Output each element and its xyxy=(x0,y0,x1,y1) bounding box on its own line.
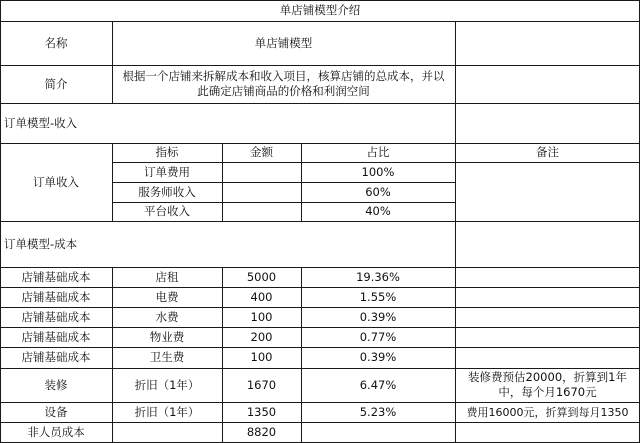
revenue-row-amount[interactable] xyxy=(222,182,301,202)
grid-line xyxy=(0,422,640,423)
revenue-section-title[interactable]: 订单模型-收入 xyxy=(4,115,78,130)
grid-line xyxy=(0,0,640,1)
grid-line xyxy=(112,267,113,443)
grid-line xyxy=(112,143,113,221)
grid-line xyxy=(0,347,640,348)
cost-row-ratio[interactable] xyxy=(301,422,455,443)
cost-row-note[interactable] xyxy=(455,422,640,443)
cost-section-title[interactable]: 订单模型-成本 xyxy=(4,236,78,251)
header-note[interactable]: 备注 xyxy=(536,145,559,159)
grid-line xyxy=(0,327,640,328)
cost-row-ratio[interactable]: 0.77% xyxy=(359,329,397,344)
name-value[interactable]: 单店铺模型 xyxy=(254,35,313,50)
grid-line xyxy=(0,143,640,144)
header-ratio[interactable]: 占比 xyxy=(366,145,390,159)
revenue-row-amount[interactable] xyxy=(222,162,301,182)
grid-line xyxy=(112,162,640,163)
cost-row-category[interactable]: 非人员成本 xyxy=(27,425,85,439)
revenue-row-indicator[interactable]: 订单费用 xyxy=(144,164,190,179)
revenue-row-ratio[interactable]: 100% xyxy=(361,164,395,179)
grid-line xyxy=(112,182,455,183)
header-amount[interactable]: 金额 xyxy=(250,145,273,159)
revenue-section-extra[interactable] xyxy=(455,103,640,143)
cost-row-item[interactable]: 折旧（1年） xyxy=(134,377,200,392)
cost-row-note[interactable] xyxy=(455,267,640,287)
cost-row-amount[interactable]: 400 xyxy=(250,289,273,304)
cost-row-note[interactable] xyxy=(455,287,640,307)
grid-line xyxy=(0,307,640,308)
grid-line xyxy=(0,402,640,403)
grid-line xyxy=(301,143,302,221)
cost-row-note[interactable] xyxy=(455,307,640,327)
cost-row-item[interactable]: 物业费 xyxy=(149,329,185,344)
cost-row-amount[interactable]: 100 xyxy=(250,309,273,324)
cost-row-item[interactable]: 店租 xyxy=(155,269,179,284)
cost-row-category[interactable]: 店铺基础成本 xyxy=(21,309,91,324)
grid-line xyxy=(0,103,640,104)
name-label[interactable]: 名称 xyxy=(44,35,68,50)
cost-row-note[interactable]: 装修费预估20000，折算到1年中，每个月1670元 xyxy=(468,370,627,399)
cost-row-item[interactable]: 电费 xyxy=(155,289,179,304)
cost-row-ratio[interactable]: 6.47% xyxy=(359,377,397,392)
cost-row-ratio[interactable]: 5.23% xyxy=(359,404,397,419)
cost-row-category[interactable]: 店铺基础成本 xyxy=(21,329,91,344)
cost-row-category[interactable]: 店铺基础成本 xyxy=(21,350,91,364)
grid-line xyxy=(0,21,640,22)
cost-row-item[interactable] xyxy=(112,422,222,443)
cost-row-note[interactable] xyxy=(455,327,640,347)
cost-row-amount[interactable]: 1350 xyxy=(246,404,277,419)
revenue-row-indicator[interactable]: 平台收入 xyxy=(144,204,190,218)
cost-row-category[interactable]: 店铺基础成本 xyxy=(21,289,91,304)
cost-row-ratio[interactable]: 0.39% xyxy=(359,350,397,364)
grid-line xyxy=(112,21,113,103)
revenue-row-indicator[interactable]: 服务师收入 xyxy=(138,184,196,199)
cost-row-category[interactable]: 设备 xyxy=(44,404,68,419)
cost-row-amount[interactable]: 100 xyxy=(250,350,273,364)
cost-row-ratio[interactable]: 1.55% xyxy=(359,289,397,304)
header-indicator[interactable]: 指标 xyxy=(155,145,179,159)
cost-row-amount[interactable]: 8820 xyxy=(246,425,277,439)
grid-line xyxy=(222,267,223,443)
cost-row-ratio[interactable]: 19.36% xyxy=(356,269,400,284)
cost-row-item[interactable]: 卫生费 xyxy=(149,350,185,364)
cost-row-item[interactable]: 水费 xyxy=(155,309,179,324)
revenue-group-label[interactable]: 订单收入 xyxy=(33,174,79,189)
cost-row-note[interactable] xyxy=(455,347,640,368)
cost-row-ratio[interactable]: 0.39% xyxy=(359,309,397,324)
cost-section-extra[interactable] xyxy=(455,221,640,267)
grid-line xyxy=(0,287,640,288)
cost-row-note[interactable]: 费用16000元，折算到每月1350 xyxy=(466,405,629,419)
grid-line xyxy=(301,267,302,443)
revenue-row-ratio[interactable]: 40% xyxy=(365,204,391,218)
desc-value[interactable]: 根据一个店铺来拆解成本和收入项目，核算店铺的总成本，并以此确定店铺商品的价格和利润空间 xyxy=(122,69,445,98)
cost-row-amount[interactable]: 1670 xyxy=(246,377,277,392)
cost-row-category[interactable]: 店铺基础成本 xyxy=(21,269,91,284)
revenue-row-amount[interactable] xyxy=(222,202,301,221)
cost-row-item[interactable]: 折旧（1年） xyxy=(134,404,200,419)
desc-label[interactable]: 简介 xyxy=(44,76,68,91)
revenue-row-ratio[interactable]: 60% xyxy=(365,184,391,199)
grid-line xyxy=(112,202,455,203)
grid-line xyxy=(0,267,640,268)
grid-line xyxy=(222,143,223,221)
grid-line xyxy=(0,65,640,66)
name-extra-cell[interactable] xyxy=(455,21,640,65)
table-title[interactable]: 单店铺模型介绍 xyxy=(279,3,361,17)
desc-extra-cell[interactable] xyxy=(455,65,640,103)
revenue-note-cell[interactable] xyxy=(455,162,640,221)
grid-line xyxy=(455,21,456,443)
cost-row-category[interactable]: 装修 xyxy=(44,377,68,392)
grid-line xyxy=(0,221,640,222)
grid-line xyxy=(0,0,1,443)
grid-line xyxy=(0,368,640,369)
cost-row-amount[interactable]: 5000 xyxy=(246,269,277,284)
cost-row-amount[interactable]: 200 xyxy=(250,329,273,344)
